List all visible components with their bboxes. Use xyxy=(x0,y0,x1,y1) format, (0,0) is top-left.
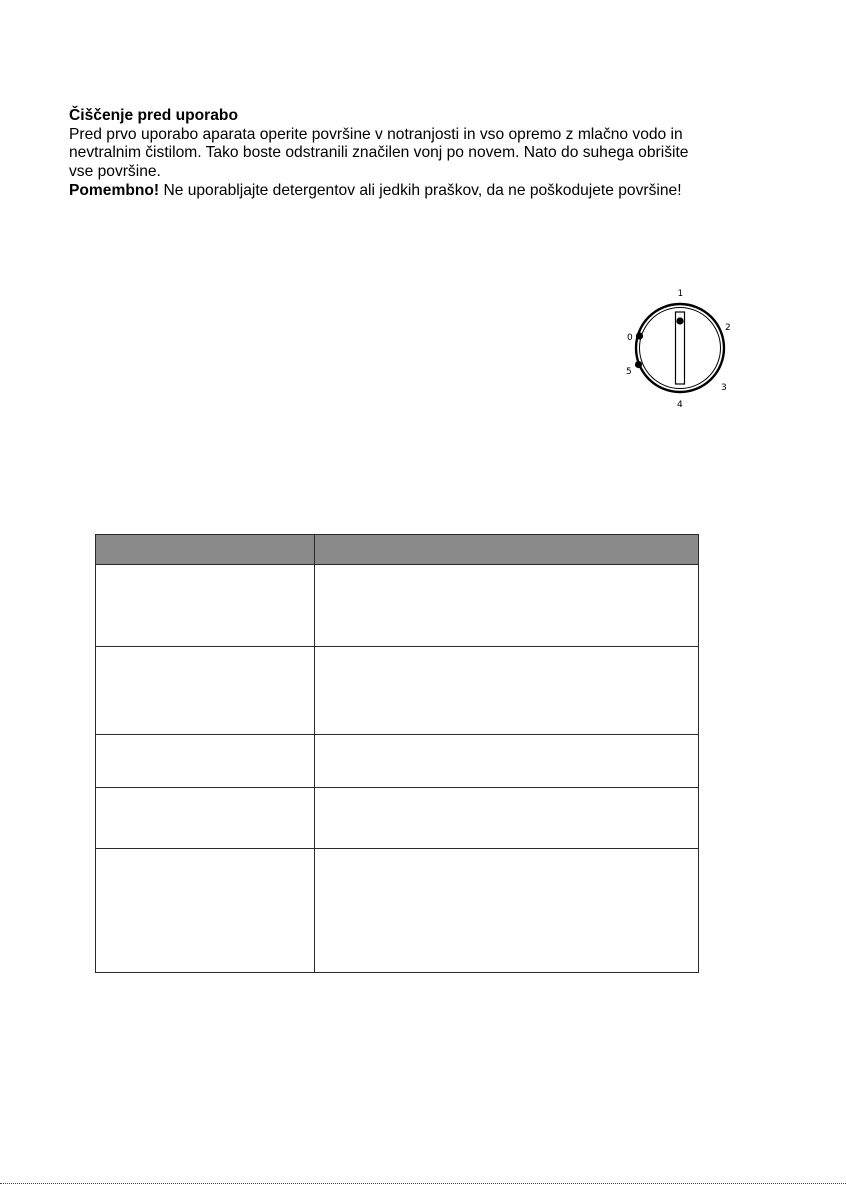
dial-label: 3 xyxy=(721,383,727,393)
table-row xyxy=(96,735,699,788)
paragraph-line: vse površine. xyxy=(69,163,161,181)
cleaning-section xyxy=(69,107,769,201)
important-note xyxy=(69,182,769,201)
table-header-row xyxy=(96,535,699,565)
important-text: Ne uporabljajte detergentov ali jedkih praškov, da ne poškodujete površine! xyxy=(159,181,682,199)
table-cell xyxy=(315,849,699,973)
important-label: Pomembno! xyxy=(69,181,160,199)
dial-label: 1 xyxy=(677,289,684,299)
table-cell xyxy=(96,788,315,849)
dial-label: 4 xyxy=(677,400,683,410)
paragraph-line: nevtralnim čistilom. Tako boste odstranili značilen vonj po novem. Nato do suhega obrišite xyxy=(69,144,689,162)
table-cell xyxy=(315,788,699,849)
paragraph-line: Pred prvo uporabo aparata operite površine v notranjosti in vso opremo z mlačno vodo in xyxy=(69,125,683,143)
section-heading: Čiščenje pred uporabo xyxy=(69,107,238,124)
table-cell xyxy=(315,565,699,647)
table-header-cell xyxy=(315,535,699,565)
table-row xyxy=(96,788,699,849)
dial-icon xyxy=(610,283,740,413)
dial-label: 2 xyxy=(725,323,731,333)
table-cell xyxy=(96,565,315,647)
table-cell xyxy=(315,735,699,788)
table-header-cell xyxy=(96,535,315,565)
info-table xyxy=(95,534,699,973)
page-bottom-rule xyxy=(0,1183,846,1184)
table-cell xyxy=(96,647,315,735)
thermostat-dial xyxy=(610,283,740,413)
table-row xyxy=(96,849,699,973)
table-cell xyxy=(96,849,315,973)
table-cell xyxy=(96,735,315,788)
dial-label: 5 xyxy=(626,367,632,377)
table-row xyxy=(96,647,699,735)
table-cell xyxy=(315,647,699,735)
table-row xyxy=(96,565,699,647)
dial-label: 0 xyxy=(627,333,633,343)
